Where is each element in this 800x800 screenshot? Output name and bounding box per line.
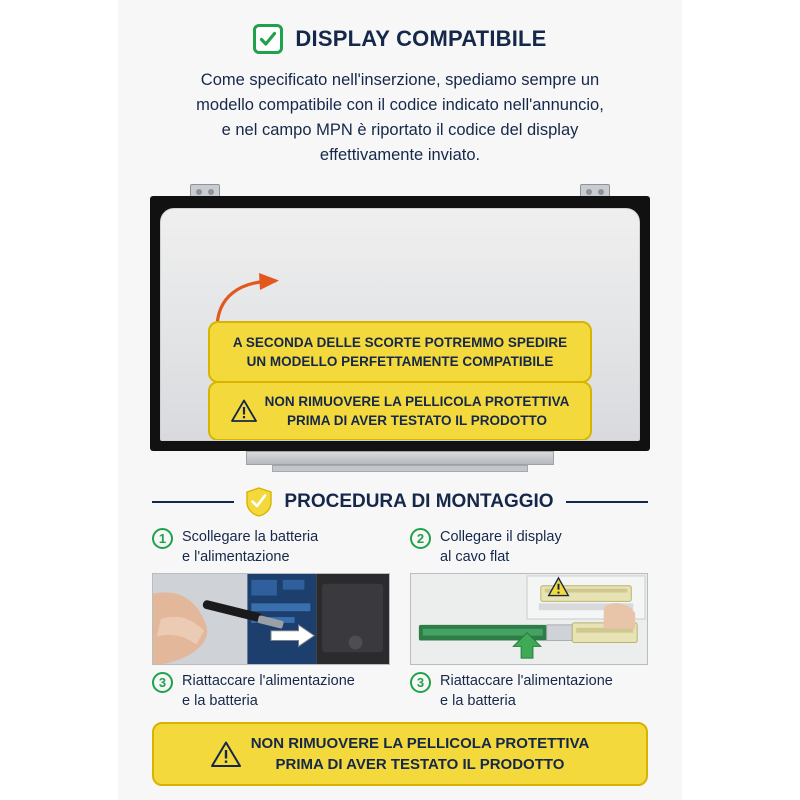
section-heading [152,487,648,517]
steps-column-left [152,527,390,713]
step-number: 1 [152,528,173,549]
footer-line-2: PRIMA DI AVER TESTATO IL PRODOTTO [275,756,565,773]
step-text-line-2: e la batteria [440,693,516,709]
section-title: PROCEDURA DI MONTAGGIO [284,491,554,512]
step-text [182,527,318,567]
step-text [182,671,355,711]
display-bezel [150,196,650,451]
step-text-line-2: al cavo flat [440,549,510,565]
step-number: 2 [410,528,431,549]
page-title: DISPLAY COMPATIBILE [295,26,547,51]
steps-grid [152,527,648,713]
step-photo-battery [152,573,390,665]
step-text-line-2: e l'alimentazione [182,549,290,565]
step-text [440,527,562,567]
info-sheet [118,0,682,800]
step-text-line-1: Scollegare la batteria [182,529,319,545]
intro-line-3: e nel campo MPN è riportato il codice del display [221,121,579,139]
divider-left [152,501,234,503]
footer-warning-text [251,733,590,775]
callout-line-2: UN MODELLO PERFETTAMENTE COMPATIBILE [246,354,554,369]
step-item [410,527,648,569]
callout-protective-film [208,381,592,441]
step-number: 3 [152,672,173,693]
steps-column-right [410,527,648,713]
divider-right [566,501,648,503]
display-illustration [150,184,650,479]
display-screen [160,208,640,441]
callout-line-1: A SECONDA DELLE SCORTE POTREMMO SPEDIRE [232,335,568,350]
intro-line-4: effettivamente inviato. [319,146,481,164]
callout-film-line-1: NON RIMUOVERE LA PELLICOLA PROTETTIVA [264,394,570,409]
check-box-icon [253,24,283,54]
callout-compatible-model [208,321,592,383]
intro-paragraph [152,68,648,168]
header [118,0,682,54]
shield-icon [246,487,272,517]
callout-film-text [265,392,570,430]
display-bottom-strip [272,465,528,472]
step-text-line-1: Collegare il display [440,529,562,545]
footer-line-1: NON RIMUOVERE LA PELLICOLA PROTETTIVA [250,735,590,752]
step-text-line-1: Riattaccare l'alimentazione [182,673,355,689]
step-photo-flat-cable [410,573,648,665]
intro-line-2: modello compatibile con il codice indicato nell'annuncio, [196,96,604,114]
footer-warning-banner [152,722,648,786]
step-item [152,527,390,569]
step-number: 3 [410,672,431,693]
intro-line-1: Come specificato nell'inserzione, spediamo sempre un [200,71,600,89]
step-text-line-1: Riattaccare l'alimentazione [440,673,613,689]
warning-triangle-icon [211,741,241,768]
callout-film-line-2: PRIMA DI AVER TESTATO IL PRODOTTO [286,413,547,428]
step-text [440,671,613,711]
step-item [152,671,390,713]
step-text-line-2: e la batteria [182,693,258,709]
warning-triangle-icon [231,399,257,423]
display-connector-strip [246,451,554,465]
step-item [410,671,648,713]
